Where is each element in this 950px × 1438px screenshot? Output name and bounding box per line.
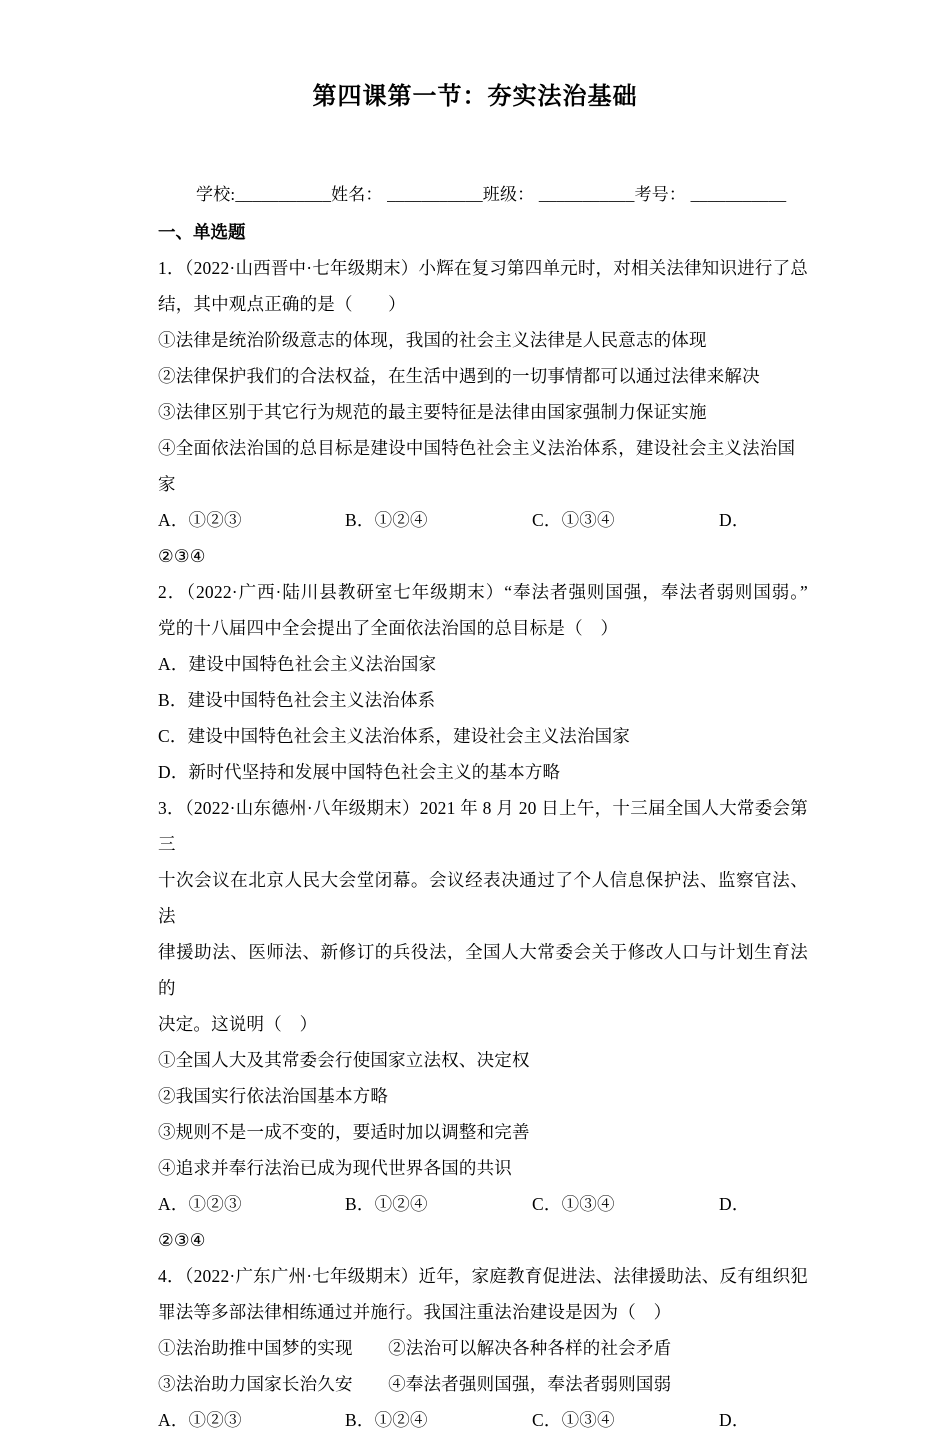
question-1-line: 结，其中观点正确的是（ ） [158,294,406,314]
question-1-line: 1．（2022·山西晋中·七年级期末）小辉在复习第四单元时，对相关法律知识进行了总 [158,258,808,278]
question-2-line: 2．（2022·广西·陆川县教研室七年级期末）“奉法者强则国强，奉法者弱则国弱。” [158,582,808,602]
question-3-line: 决定。这说明（ ） [158,1014,318,1034]
question-1-line: ②法律保护我们的合法权益，在生活中遇到的一切事情都可以通过法律来解决 [158,366,760,386]
question-4-line: 罪法等多部法律相练通过并施行。我国注重法治建设是因为（ ） [158,1302,672,1322]
question-1-option-b: B．①②④ [345,510,428,530]
question-3-option-b: B．①②④ [345,1194,428,1214]
question-2-line: A．建设中国特色社会主义法治国家 [158,654,437,674]
question-1-line: ④全面依法治国的总目标是建设中国特色社会主义法治体系，建设社会主义法治国家 [158,438,796,494]
question-4-options-row [158,1402,808,1438]
question-1-option-c: C．①③④ [532,510,615,530]
question-2-line: D．新时代坚持和发展中国特色社会主义的基本方略 [158,762,561,782]
question-3-line: 十次会议在北京人民大会堂闭幕。会议经表决通过了个人信息保护法、监察官法、法 [158,870,808,926]
question-4 [158,1258,808,1438]
question-3-line: ②我国实行依法治国基本方略 [158,1086,389,1106]
question-4-option-a: A．①②③ [158,1410,242,1430]
question-4-line: 4．（2022·广东广州·七年级期末）近年，家庭教育促进法、法律援助法、反有组织犯 [158,1266,808,1286]
question-2-line: C．建设中国特色社会主义法治体系，建设社会主义法治国家 [158,726,631,746]
question-1 [158,250,808,574]
question-3-line: ②③④ [158,1230,206,1250]
question-3-line: 3．（2022·山东德州·八年级期末）2021 年 8 月 20 日上午，十三届全国人大常委会第三 [158,798,808,854]
question-2 [158,574,808,790]
question-1-line: ②③④ [158,546,206,566]
page-title: 第四课第一节：夯实法治基础 [312,84,638,110]
question-4-option-c: C．①③④ [532,1410,615,1430]
student-info-line: 学校:___________姓名： ___________班级： ___________考号： ___________ [196,185,787,204]
question-3-line: ①全国人大及其常委会行使国家立法权、决定权 [158,1050,530,1070]
question-4-line: ③法治助力国家长治久安 ④奉法者强则国强，奉法者弱则国弱 [158,1374,672,1394]
question-3-line: 律援助法、医师法、新修订的兵役法，全国人大常委会关于修改人口与计划生育法的 [158,942,808,998]
worksheet-content [158,214,808,1438]
question-3-options-row [158,1186,808,1222]
question-2-line: B．建设中国特色社会主义法治体系 [158,690,436,710]
question-4-option-d: D． [719,1410,750,1430]
questions-container [158,250,808,1438]
question-1-options-row [158,502,808,538]
question-1-option-a: A．①②③ [158,510,242,530]
question-1-line: ①法律是统治阶级意志的体现，我国的社会主义法律是人民意志的体现 [158,330,707,350]
question-4-line: ①法治助推中国梦的实现 ②法治可以解决各种各样的社会矛盾 [158,1338,672,1358]
question-3-option-d: D． [719,1194,750,1214]
question-1-line: ③法律区别于其它行为规范的最主要特征是法律由国家强制力保证实施 [158,402,707,422]
question-3-line: ③规则不是一成不变的，要适时加以调整和完善 [158,1122,530,1142]
question-3 [158,790,808,1258]
question-1-option-d: D． [719,510,750,530]
question-3-line: ④追求并奉行法治已成为现代世界各国的共识 [158,1158,512,1178]
question-3-option-a: A．①②③ [158,1194,242,1214]
question-3-option-c: C．①③④ [532,1194,615,1214]
question-2-line: 党的十八届四中全会提出了全面依法治国的总目标是（ ） [158,618,619,638]
section-heading: 一、单选题 [158,222,246,242]
question-4-option-b: B．①②④ [345,1410,428,1430]
